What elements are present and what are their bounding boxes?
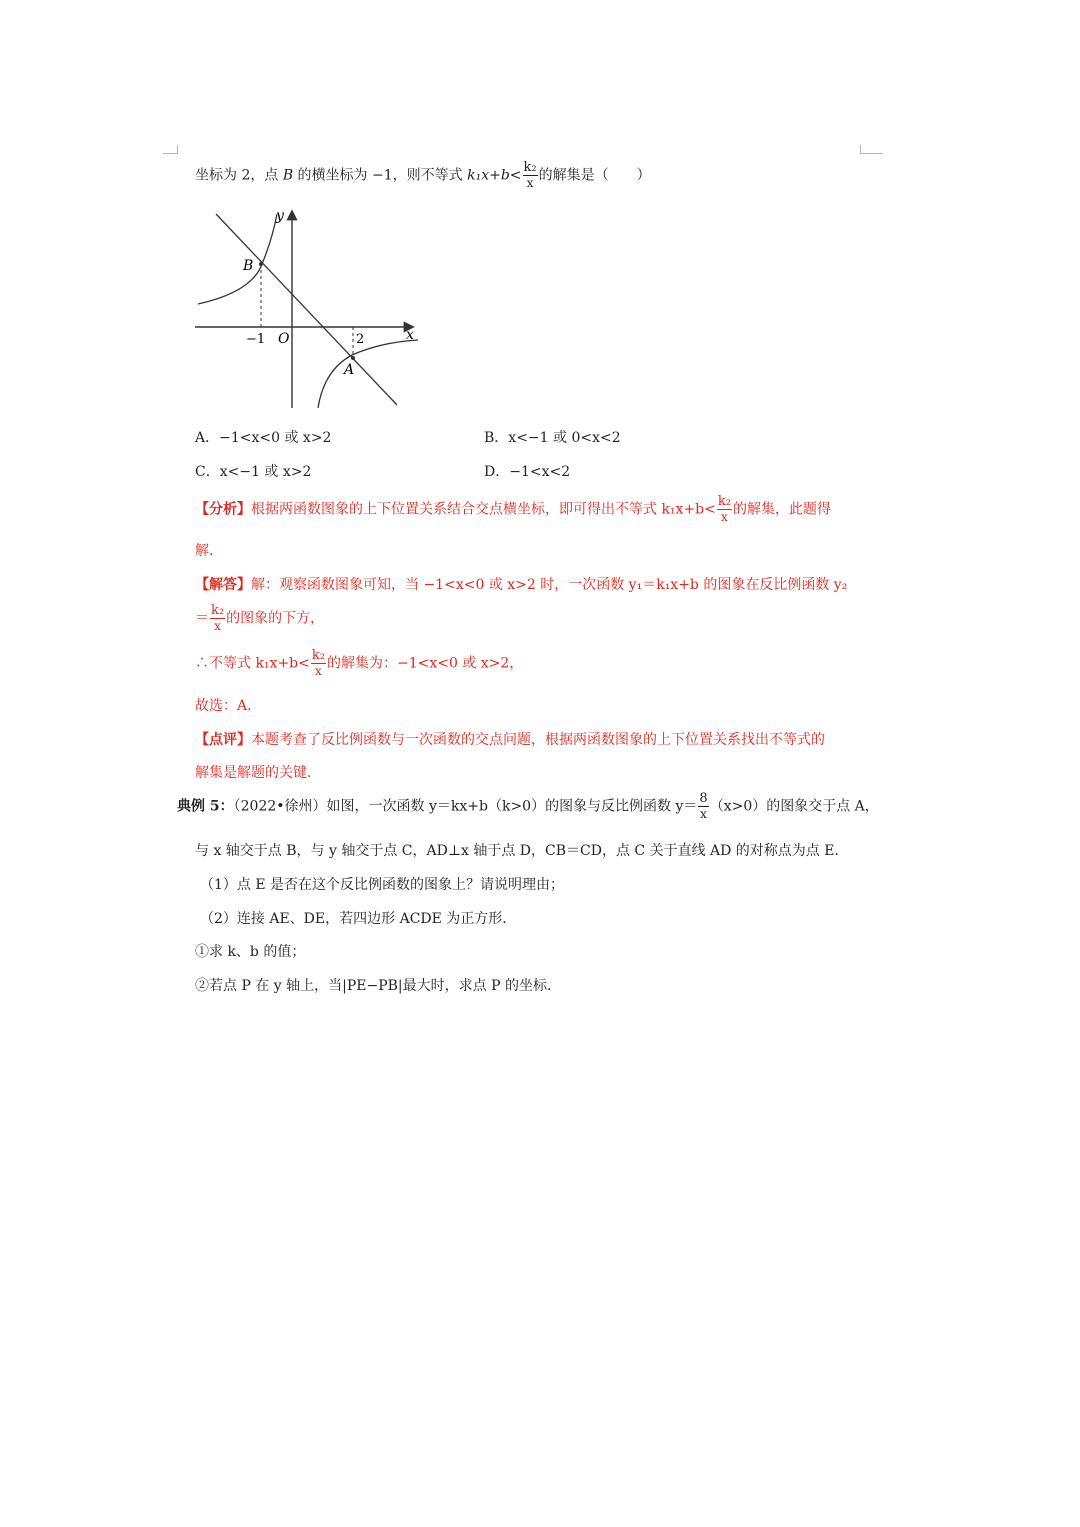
comment-tag: 【点评】: [195, 732, 251, 748]
answer-line1: [195, 574, 847, 594]
example5-frac-num: 8: [699, 791, 708, 806]
comment-line2: 解集是解题的关键．: [195, 765, 321, 781]
analysis-text1: 根据两函数图象的上下位置关系结合交点横坐标，即可得出不等式 k₁x+b<: [251, 501, 716, 518]
point-b-dot: [259, 262, 263, 266]
analysis-frac-den: x: [721, 510, 728, 524]
option-b: [484, 427, 621, 447]
tick-label-2: 2: [356, 332, 365, 347]
example5-text1: （2022•徐州）如图，一次函数 y＝kx+b（k>0）的图象与反比例函数 y＝: [233, 798, 698, 815]
option-d-letter: D．: [484, 464, 510, 480]
option-d: [484, 461, 570, 481]
analysis-text2: 的解集，此题得: [732, 501, 831, 518]
example5-fraction: [698, 791, 708, 822]
point-a-dot: [351, 356, 355, 360]
example5-line1: [177, 791, 879, 822]
answer-fraction: [210, 603, 225, 634]
answer-frac-den: x: [214, 619, 221, 633]
point-a-label: A: [344, 362, 355, 378]
answer-fraction2: [311, 648, 326, 679]
option-c: [195, 461, 311, 481]
option-d-text: −1<x<2: [509, 464, 571, 480]
answer-text1: 解：观察函数图象可知，当 −1<x<0 或 x>2 时，一次函数 y₁＝k₁x+b 的图象在反比例函数 y₂: [251, 577, 848, 593]
x-axis-label: x: [406, 327, 414, 343]
analysis-fraction: [717, 494, 732, 525]
hyperbola-branch-upper: [198, 214, 277, 304]
option-c-letter: C．: [195, 464, 220, 480]
answer-frac2-num: k₂: [311, 648, 325, 663]
page-corner-mark-left: [163, 145, 178, 154]
option-b-text: x<−1 或 0<x<2: [508, 430, 621, 446]
q4-stem-mid: 的横坐标为 −1，则不等式: [293, 167, 468, 184]
point-b-label: B: [243, 258, 254, 274]
analysis-frac-num: k₂: [717, 494, 731, 509]
function-graph: [190, 200, 422, 412]
analysis-line1: [195, 494, 831, 525]
option-a: [195, 427, 331, 447]
comment-text1: 本题考查了反比例函数与一次函数的交点问题，根据两函数图象的上下位置关系找出不等式的: [251, 732, 825, 748]
q4-expression: k₁x+b: [467, 167, 510, 184]
example5-sub2a: ①求 k、b 的值；: [195, 944, 306, 960]
q4-point-b: B: [282, 167, 294, 184]
q4-stem: [195, 160, 651, 191]
origin-label: O: [278, 331, 290, 347]
answer-tag: 【解答】: [195, 577, 251, 593]
answer-frac-num: k₂: [211, 603, 225, 618]
q4-fraction: [523, 160, 538, 191]
example5-frac-den: x: [700, 807, 707, 821]
answer-text2: 的图象的下方，: [226, 610, 325, 627]
example5-label: 典例 5：: [177, 798, 234, 815]
example5-text2: （x>0）的图象交于点 A，: [709, 798, 879, 815]
answer-frac2-den: x: [315, 664, 322, 678]
example5-line2: 与 x 轴交于点 B，与 y 轴交于点 C，AD⊥x 轴于点 D，CB＝CD，点 C 关于直线 AD 的对称点为点 E．: [195, 843, 849, 859]
example5-sub1: （1）点 E 是否在这个反比例函数的图象上？请说明理由；: [200, 877, 565, 893]
answer-equals: ＝: [195, 610, 209, 627]
page-corner-mark-right: [860, 145, 883, 154]
answer-therefore-b: 的解集为：−1<x<0 或 x>2，: [326, 655, 524, 672]
analysis-tag: 【分析】: [195, 501, 251, 518]
option-b-letter: B．: [484, 430, 509, 446]
q4-less-than: <: [509, 167, 522, 184]
q4-frac-den: x: [526, 176, 534, 190]
analysis-line2: 解．: [195, 543, 223, 559]
q4-frac-num: k₂: [523, 160, 537, 175]
option-c-text: x<−1 或 x>2: [219, 464, 312, 480]
comment-line1: [195, 729, 825, 749]
q4-stem-start: 坐标为 2，点: [195, 167, 283, 184]
answer-line2: [195, 603, 324, 634]
answer-line3: [195, 648, 523, 679]
tick-label-neg1: −1: [246, 332, 266, 347]
example5-sub2b: ②若点 P 在 y 轴上，当|PE−PB|最大时，求点 P 的坐标．: [195, 978, 561, 994]
answer-choice: 故选：A．: [195, 698, 262, 714]
answer-therefore-a: ∴不等式 k₁x+b<: [195, 655, 310, 672]
q4-stem-end: 的解集是（ ）: [538, 167, 651, 184]
option-a-letter: A．: [195, 430, 220, 446]
linear-function-line: [216, 214, 397, 405]
option-a-text: −1<x<0 或 x>2: [219, 430, 332, 446]
y-axis-label: y: [276, 208, 284, 224]
example5-sub2: （2）连接 AE、DE，若四边形 ACDE 为正方形．: [200, 911, 517, 927]
